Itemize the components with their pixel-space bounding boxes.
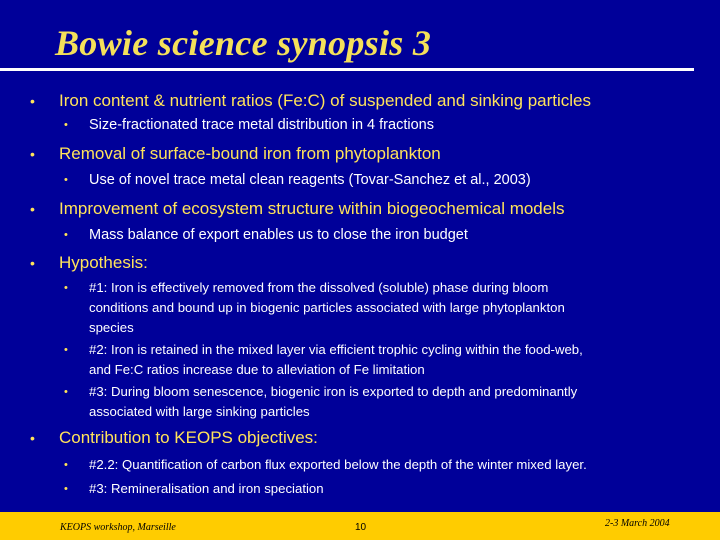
sub-bullet-dot-icon: • — [64, 282, 68, 294]
sub-bullet-dot-icon: • — [64, 174, 68, 186]
bullet-text: Contribution to KEOPS objectives: — [59, 428, 318, 447]
sub-bullet-dot-icon: • — [64, 386, 68, 398]
title-underline — [0, 68, 694, 71]
bullet-dot-icon: • — [30, 93, 35, 109]
footer-event: KEOPS workshop, Marseille — [60, 522, 176, 533]
sub-bullet-dot-icon: • — [64, 119, 68, 131]
bullet-dot-icon: • — [30, 255, 35, 271]
sub-bullet-dot-icon: • — [64, 483, 68, 495]
sub-bullet-text: Use of novel trace metal clean reagents (Tovar-Sanchez et al., 2003) — [89, 172, 531, 188]
bullet-dot-icon: • — [30, 201, 35, 217]
bullet-text: Improvement of ecosystem structure within biogeochemical models — [59, 199, 565, 218]
sub-bullet-dot-icon: • — [64, 344, 68, 356]
footer-bar — [0, 512, 720, 540]
sub-bullet-dot-icon: • — [64, 459, 68, 471]
sub-bullet-text: #3: Remineralisation and iron speciation — [89, 481, 324, 496]
bullet-dot-icon: • — [30, 430, 35, 446]
bullet-text: Hypothesis: — [59, 253, 148, 272]
bullet-text: Iron content & nutrient ratios (Fe:C) of suspended and sinking particles — [59, 91, 592, 110]
sub-bullet-dot-icon: • — [64, 229, 68, 241]
footer-date: 2-3 March 2004 — [605, 518, 670, 529]
sub-bullet-text: Size-fractionated trace metal distribution in 4 fractions — [89, 117, 434, 133]
sub-bullet-text: #1: Iron is effectively removed from the dissolved (soluble) phase during bloom conditions and bound up in biogenic particles associated with large phytoplankton species — [89, 280, 565, 335]
sub-bullet-text: #2.2: Quantification of carbon flux exported below the depth of the winter mixed layer. — [89, 457, 587, 472]
slide-title: Bowie science synopsis 3 — [55, 23, 432, 63]
sub-bullet-text: #2: Iron is retained in the mixed layer via efficient trophic cycling within the food-web, and Fe:C ratios increase due to alleviation of Fe limitation — [89, 342, 583, 377]
bullet-text: Removal of surface-bound iron from phytoplankton — [59, 144, 441, 163]
sub-bullet-text: Mass balance of export enables us to close the iron budget — [89, 227, 468, 243]
sub-bullet-text: #3: During bloom senescence, biogenic iron is exported to depth and predominantly associated with large sinking particles — [89, 384, 578, 419]
page-number: 10 — [355, 522, 367, 533]
bullet-dot-icon: • — [30, 146, 35, 162]
